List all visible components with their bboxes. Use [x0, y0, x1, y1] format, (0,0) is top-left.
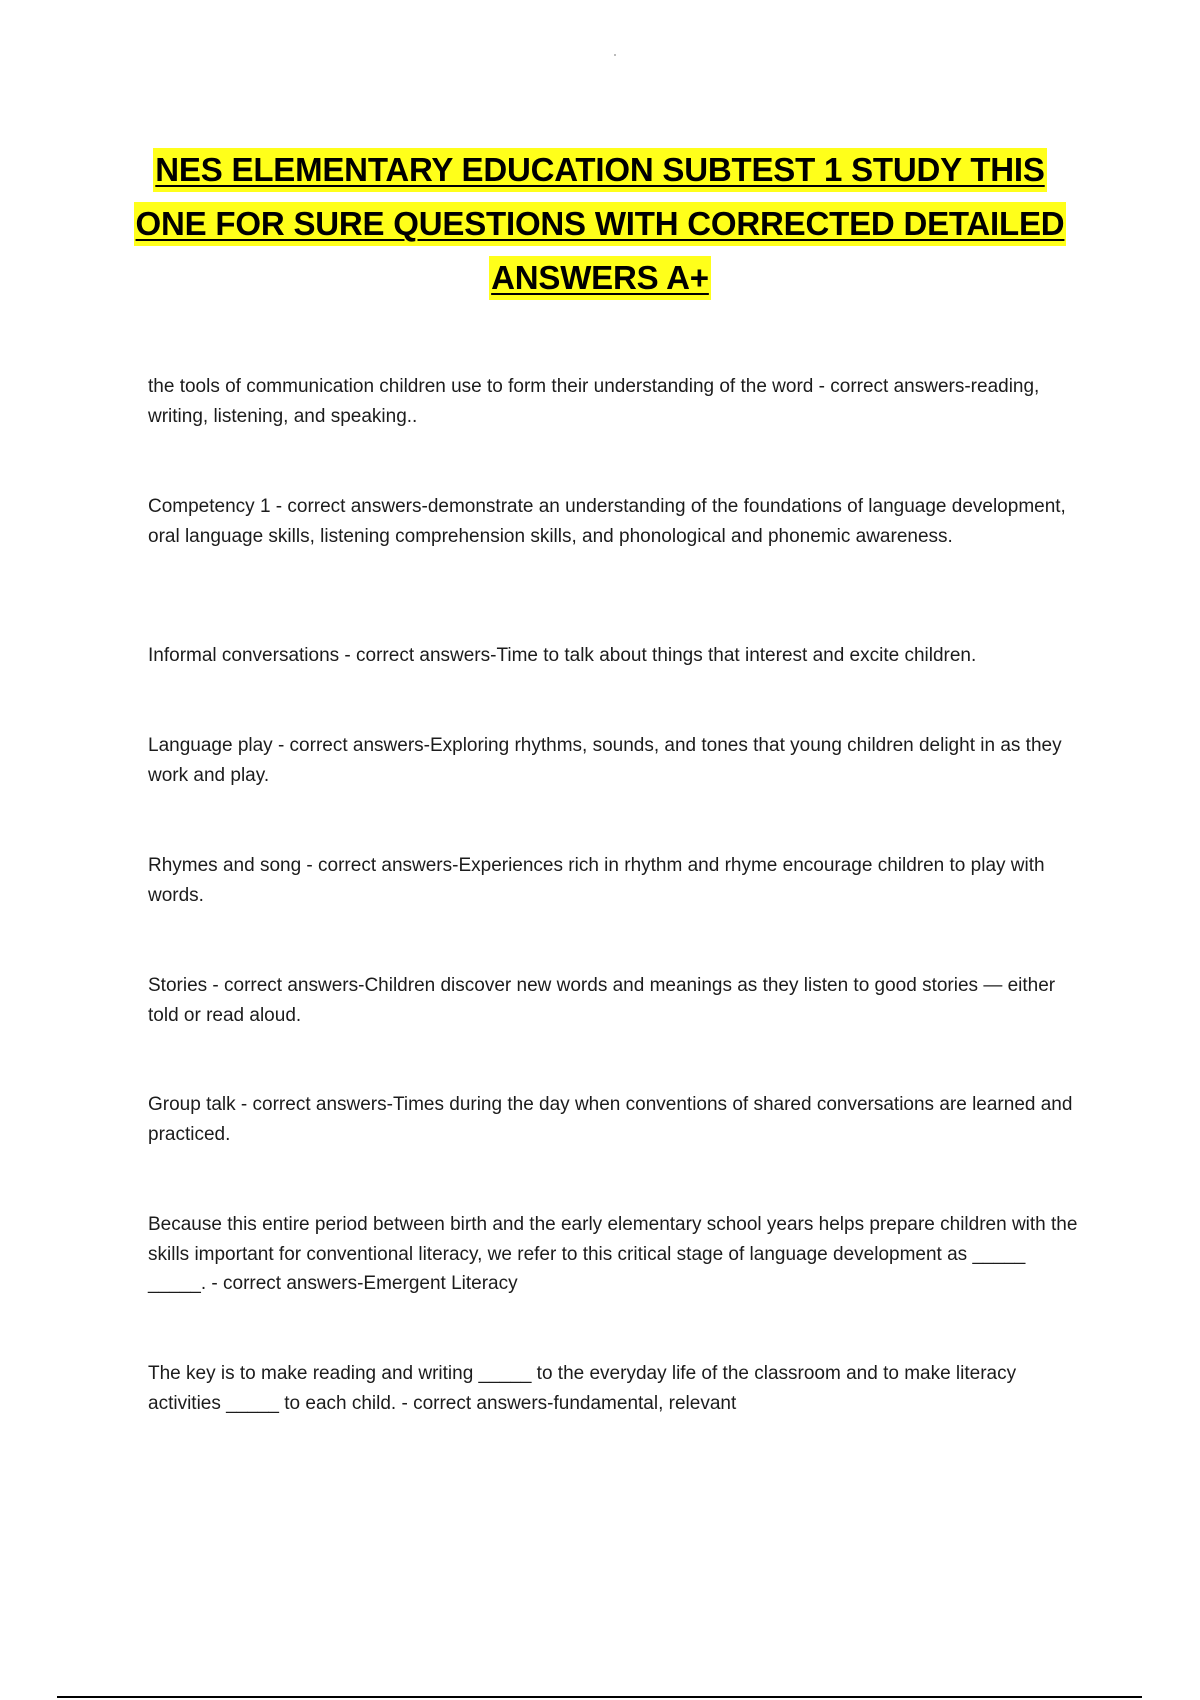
title-line-3: ANSWERS A+	[489, 256, 711, 300]
title-line-1: NES ELEMENTARY EDUCATION SUBTEST 1 STUDY THIS	[153, 148, 1046, 192]
qa-item: Competency 1 - correct answers-demonstrate an understanding of the foundations of language development, oral language skills, listening comprehension skills, and phonological and phonemic awareness.	[148, 496, 1066, 547]
qa-item: The key is to make reading and writing _____ to the everyday life of the classroom and to make literacy activities _____ to each child. - correct answers-fundamental, relevant	[148, 1363, 1017, 1414]
title-line-2: ONE FOR SURE QUESTIONS WITH CORRECTED DETAILED	[134, 202, 1067, 246]
qa-item: Language play - correct answers-Exploring rhythms, sounds, and tones that young children delight in as they work and play.	[148, 735, 1062, 786]
qa-item: Stories - correct answers-Children discover new words and meanings as they listen to good stories — either told or read aloud.	[148, 975, 1056, 1026]
qa-item: Because this entire period between birth and the early elementary school years helps prepare children with the skills important for conventional literacy, we refer to this critical stage of language development as _____ _____. - correct answers-Emergent Literacy	[148, 1214, 1078, 1294]
scan-speck	[614, 54, 616, 56]
qa-item: Informal conversations - correct answers-Time to talk about things that interest and excite children.	[148, 645, 977, 666]
qa-item: the tools of communication children use to form their understanding of the word - correct answers-reading, writing, listening, and speaking..	[148, 376, 1040, 427]
footer-divider	[57, 1696, 1142, 1698]
qa-item: Rhymes and song - correct answers-Experiences rich in rhythm and rhyme encourage children to play with words.	[148, 855, 1045, 906]
qa-item: Group talk - correct answers-Times during the day when conventions of shared conversations are learned and practiced.	[148, 1094, 1073, 1145]
document-title	[100, 148, 1100, 310]
